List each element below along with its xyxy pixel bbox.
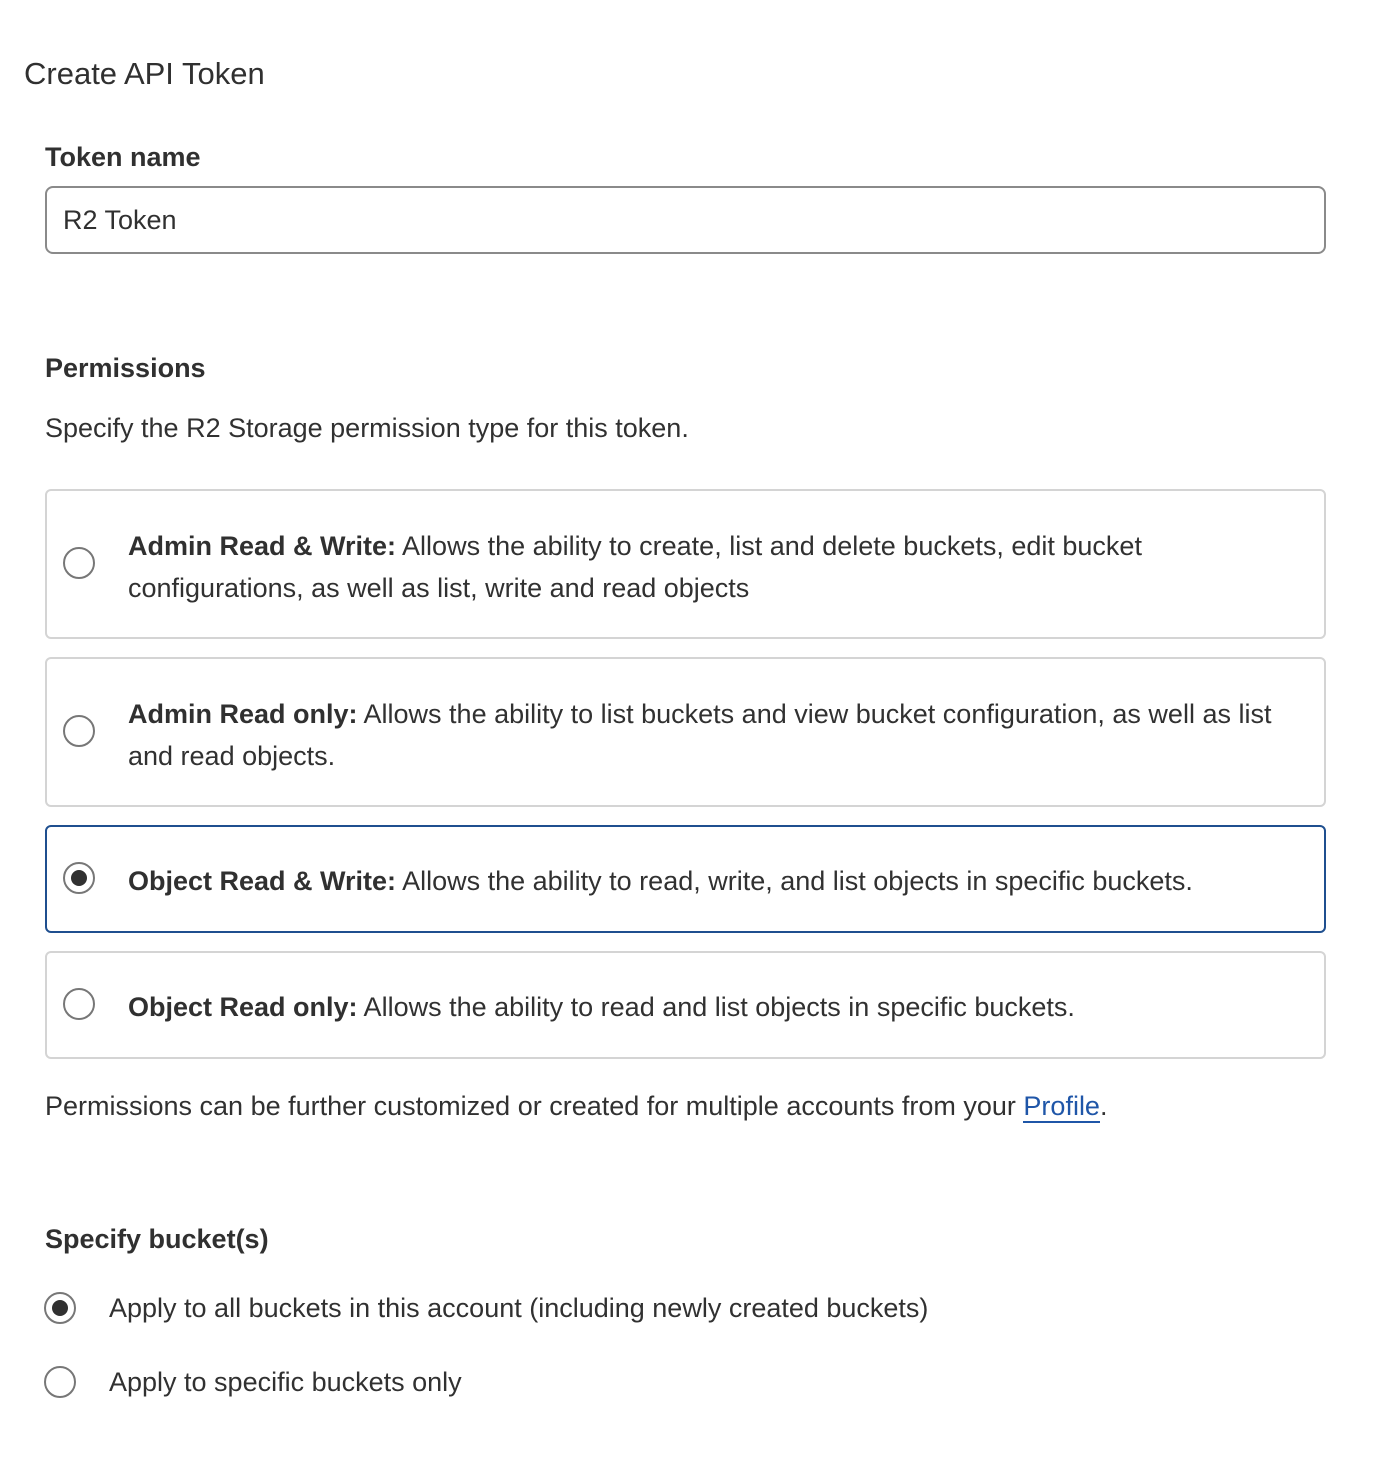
option-title: Admin Read only:: [128, 699, 358, 729]
radio-admin-read-only[interactable]: [63, 715, 95, 747]
option-title: Object Read only:: [128, 992, 358, 1022]
page-title: Create API Token: [24, 56, 265, 91]
permission-option-admin-read-write[interactable]: [45, 489, 1326, 639]
radio-all-buckets[interactable]: [44, 1292, 76, 1324]
permissions-note: [45, 1091, 1107, 1122]
token-name-input[interactable]: R2 Token: [45, 186, 1326, 254]
permission-option-object-read-only[interactable]: [45, 951, 1326, 1059]
permission-option-object-read-write[interactable]: [45, 825, 1326, 933]
buckets-heading: Specify bucket(s): [45, 1224, 269, 1254]
option-title: Admin Read & Write:: [128, 531, 397, 561]
token-name-label: Token name: [45, 142, 201, 172]
radio-admin-read-write[interactable]: [63, 547, 95, 579]
radio-specific-buckets[interactable]: [44, 1366, 76, 1398]
permission-option-admin-read-only[interactable]: [45, 657, 1326, 807]
option-description: Allows the ability to read and list objects in specific buckets.: [357, 992, 1075, 1022]
radio-object-read-write[interactable]: [63, 862, 95, 894]
radio-object-read-only[interactable]: [63, 988, 95, 1020]
bucket-option-label: Apply to specific buckets only: [109, 1366, 462, 1397]
permissions-heading: Permissions: [45, 353, 206, 383]
profile-link[interactable]: Profile: [1023, 1091, 1100, 1121]
note-suffix: .: [1099, 1091, 1108, 1121]
bucket-option-specific[interactable]: [44, 1366, 462, 1398]
option-description: Allows the ability to read, write, and list objects in specific buckets.: [396, 866, 1193, 896]
option-title: Object Read & Write:: [128, 866, 397, 896]
option-description: Allows the ability to list buckets and view bucket configuration, as well as list and read objects.: [128, 699, 1272, 771]
permissions-description: Specify the R2 Storage permission type for this token.: [45, 413, 689, 443]
option-description: Allows the ability to create, list and delete buckets, edit bucket configurations, as well as list, write and read objects: [128, 531, 1142, 603]
bucket-option-label: Apply to all buckets in this account (including newly created buckets): [109, 1292, 929, 1323]
bucket-option-all[interactable]: [44, 1292, 929, 1324]
note-text: Permissions can be further customized or created for multiple accounts from your: [45, 1091, 1024, 1121]
